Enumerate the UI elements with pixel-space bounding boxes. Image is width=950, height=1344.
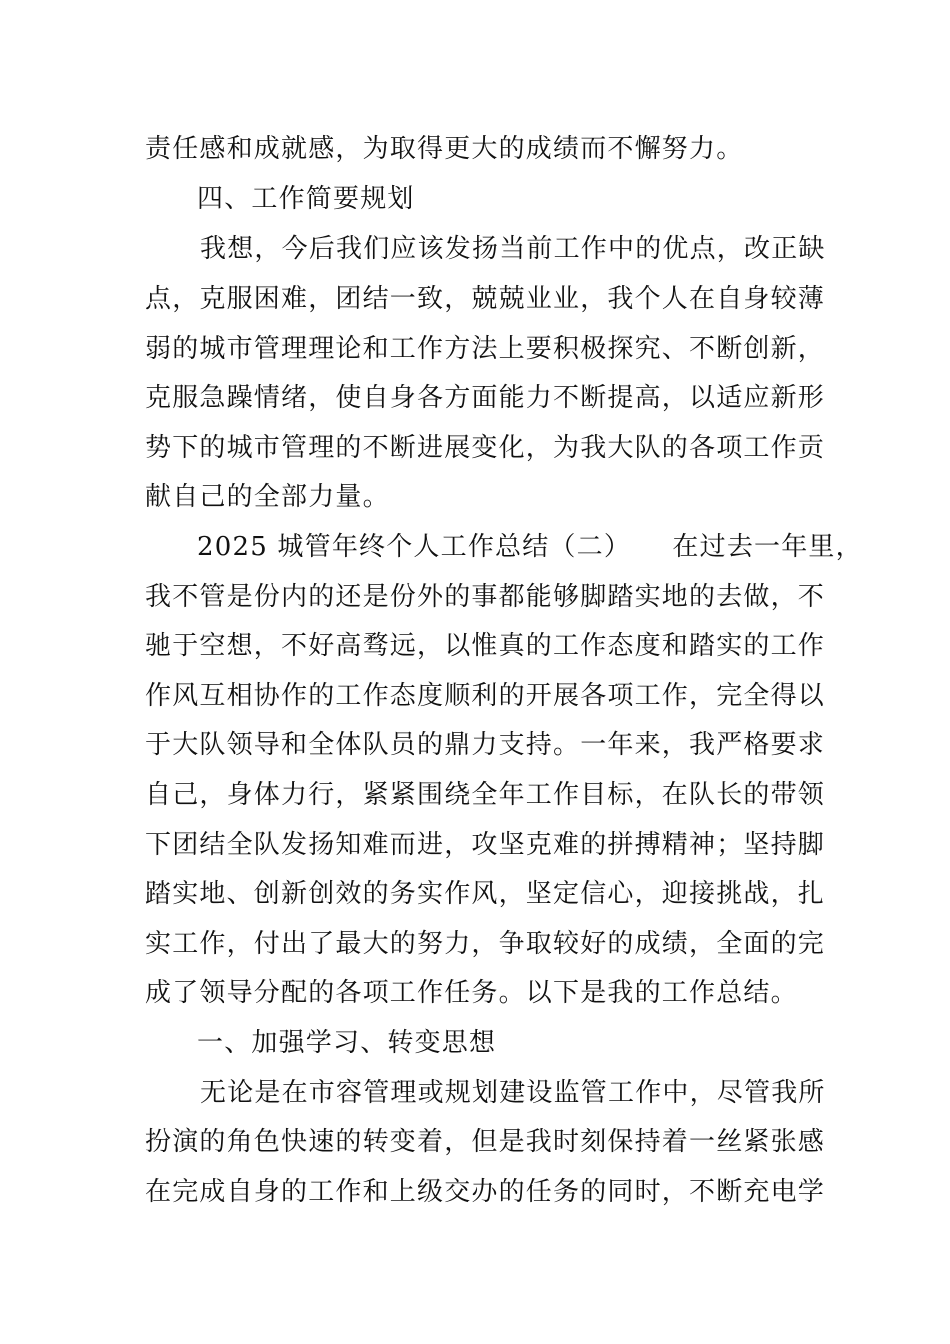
text-line: 实工作，付出了最大的努力，争取较好的成绩，全面的完: [145, 929, 826, 959]
text-line: 自己，身体力行，紧紧围绕全年工作目标，在队长的带领: [145, 780, 826, 810]
text-line: 献自己的全部力量。: [145, 482, 390, 512]
section-heading: 四、工作简要规划: [197, 184, 415, 214]
text-line: 我想，今后我们应该发扬当前工作中的优点，改正缺: [200, 234, 826, 264]
text-line: 驰于空想，不好高骛远，以惟真的工作态度和踏实的工作: [145, 631, 826, 661]
text-line: 克服急躁情绪，使自身各方面能力不断提高，以适应新形: [145, 383, 826, 413]
text-line: 下团结全队发扬知难而进，攻坚克难的拼搏精神；坚持脚: [145, 830, 826, 860]
text-line: 扮演的角色快速的转变着，但是我时刻保持着一丝紧张感: [145, 1127, 826, 1157]
section-heading: 一、加强学习、转变思想: [197, 1028, 497, 1058]
text-line: 弱的城市管理理论和工作方法上要积极探究、不断创新，: [145, 334, 826, 364]
text-line: 成了领导分配的各项工作任务。以下是我的工作总结。: [145, 978, 798, 1008]
text-line: 无论是在市容管理或规划建设监管工作中，尽管我所: [200, 1078, 826, 1108]
subtitle-line: 2025 城管年终个人工作总结（二） 在过去一年里，: [197, 532, 863, 562]
text-line: 在完成自身的工作和上级交办的任务的同时，不断充电学: [145, 1177, 826, 1207]
text-line: 势下的城市管理的不断进展变化，为我大队的各项工作贡: [145, 433, 826, 463]
text-line: 点，克服困难，团结一致，兢兢业业，我个人在自身较薄: [145, 284, 826, 314]
text-line: 于大队领导和全体队员的鼎力支持。一年来，我严格要求: [145, 730, 826, 760]
text-line: 作风互相协作的工作态度顺利的开展各项工作，完全得以: [145, 681, 826, 711]
text-line: 责任感和成就感，为取得更大的成绩而不懈努力。: [145, 134, 744, 164]
text-line: 踏实地、创新创效的务实作风，坚定信心，迎接挑战，扎: [145, 879, 826, 909]
text-line: 我不管是份内的还是份外的事都能够脚踏实地的去做，不: [145, 582, 826, 612]
